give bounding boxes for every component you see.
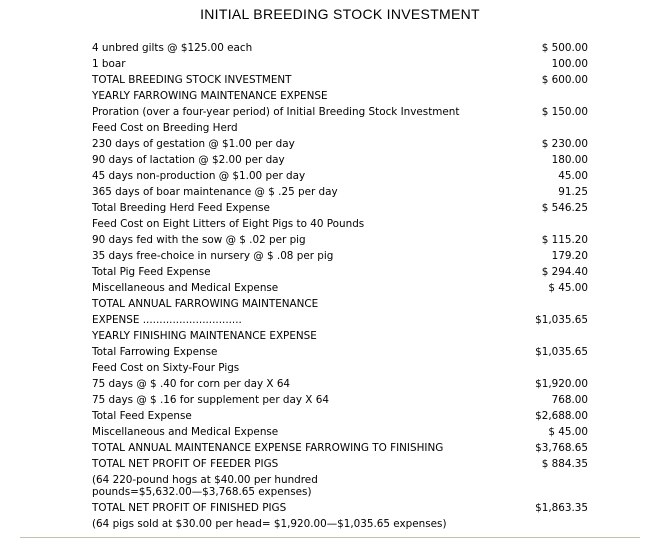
table-row xyxy=(92,408,588,424)
table-row xyxy=(92,360,588,376)
row-label: TOTAL NET PROFIT OF FINISHED PIGS xyxy=(92,502,287,514)
table-row xyxy=(92,424,588,440)
row-label: Feed Cost on Eight Litters of Eight Pigs to 40 Pounds xyxy=(92,218,365,230)
row-amount: $ 546.25 xyxy=(541,202,588,214)
row-amount: 45.00 xyxy=(558,170,588,182)
row-amount: $1,035.65 xyxy=(535,346,588,358)
row-label: 90 days of lactation @ $2.00 per day xyxy=(92,154,285,166)
row-label: EXPENSE .............................. xyxy=(92,314,242,326)
table-row xyxy=(92,296,588,312)
row-amount: $1,920.00 xyxy=(535,378,588,390)
table-row xyxy=(92,376,588,392)
row-amount: 768.00 xyxy=(551,394,588,406)
table-row xyxy=(92,472,588,500)
row-label: 75 days @ $ .16 for supplement per day X 64 xyxy=(92,394,329,406)
row-amount: 91.25 xyxy=(558,186,588,198)
row-amount: $ 500.00 xyxy=(541,42,588,54)
table-row xyxy=(92,152,588,168)
row-amount: $ 115.20 xyxy=(541,234,588,246)
row-label: Total Pig Feed Expense xyxy=(92,266,211,278)
table-row xyxy=(92,216,588,232)
row-label: 90 days fed with the sow @ $ .02 per pig xyxy=(92,234,306,246)
table-row xyxy=(92,72,588,88)
table-row xyxy=(92,88,588,104)
row-amount: 100.00 xyxy=(551,58,588,70)
table-row xyxy=(92,312,588,328)
row-label: 230 days of gestation @ $1.00 per day xyxy=(92,138,295,150)
row-amount: $ 45.00 xyxy=(548,282,588,294)
row-label: TOTAL NET PROFIT OF FEEDER PIGS xyxy=(92,458,279,470)
row-label: 35 days free-choice in nursery @ $ .08 per pig xyxy=(92,250,334,262)
row-amount: $ 600.00 xyxy=(541,74,588,86)
table-row xyxy=(92,440,588,456)
table-row xyxy=(92,104,588,120)
row-amount: 179.20 xyxy=(551,250,588,262)
row-amount: $1,035.65 xyxy=(535,314,588,326)
row-amount: $ 150.00 xyxy=(541,106,588,118)
table-row xyxy=(92,392,588,408)
row-label: Total Feed Expense xyxy=(92,410,192,422)
row-label: Miscellaneous and Medical Expense xyxy=(92,426,279,438)
row-label: TOTAL BREEDING STOCK INVESTMENT xyxy=(92,74,292,86)
row-label: TOTAL ANNUAL MAINTENANCE EXPENSE FARROWING TO FINISHING xyxy=(92,442,444,454)
row-label: YEARLY FINISHING MAINTENANCE EXPENSE xyxy=(92,330,317,342)
investment-table xyxy=(92,40,588,532)
table-row xyxy=(92,248,588,264)
table-row xyxy=(92,120,588,136)
row-label: 45 days non-production @ $1.00 per day xyxy=(92,170,306,182)
row-label: YEARLY FARROWING MAINTENANCE EXPENSE xyxy=(92,90,328,102)
table-row xyxy=(92,328,588,344)
row-label: 75 days @ $ .40 for corn per day X 64 xyxy=(92,378,291,390)
row-amount: $ 884.35 xyxy=(541,458,588,470)
table-row xyxy=(92,136,588,152)
table-row xyxy=(92,500,588,516)
row-amount: $3,768.65 xyxy=(535,442,588,454)
table-row xyxy=(92,280,588,296)
row-label: Feed Cost on Breeding Herd xyxy=(92,122,238,134)
row-label: (64 220-pound hogs at $40.00 per hundred pounds=$5,632.00—$3,768.65 expenses) xyxy=(92,474,318,498)
row-label: 4 unbred gilts @ $125.00 each xyxy=(92,42,253,54)
footer-divider xyxy=(20,537,640,538)
table-row xyxy=(92,232,588,248)
table-row xyxy=(92,264,588,280)
table-row xyxy=(92,168,588,184)
table-row xyxy=(92,344,588,360)
table-row xyxy=(92,184,588,200)
table-row xyxy=(92,456,588,472)
row-label: Miscellaneous and Medical Expense xyxy=(92,282,279,294)
table-row xyxy=(92,56,588,72)
row-label: 365 days of boar maintenance @ $ .25 per day xyxy=(92,186,338,198)
row-amount: $ 45.00 xyxy=(548,426,588,438)
row-label: Feed Cost on Sixty-Four Pigs xyxy=(92,362,240,374)
table-row xyxy=(92,516,588,532)
table-row xyxy=(92,40,588,56)
row-amount: 180.00 xyxy=(551,154,588,166)
row-label: 1 boar xyxy=(92,58,126,70)
row-label: Total Farrowing Expense xyxy=(92,346,218,358)
row-label: TOTAL ANNUAL FARROWING MAINTENANCE xyxy=(92,298,319,310)
row-amount: $2,688.00 xyxy=(535,410,588,422)
row-amount: $ 294.40 xyxy=(541,266,588,278)
table-row xyxy=(92,200,588,216)
row-label: (64 pigs sold at $30.00 per head= $1,920.00—$1,035.65 expenses) xyxy=(92,518,447,530)
row-label: Total Breeding Herd Feed Expense xyxy=(92,202,270,214)
row-amount: $ 230.00 xyxy=(541,138,588,150)
page-title: INITIAL BREEDING STOCK INVESTMENT xyxy=(200,6,480,22)
row-amount: $1,863.35 xyxy=(535,502,588,514)
row-label: Proration (over a four-year period) of Initial Breeding Stock Investment xyxy=(92,106,460,118)
